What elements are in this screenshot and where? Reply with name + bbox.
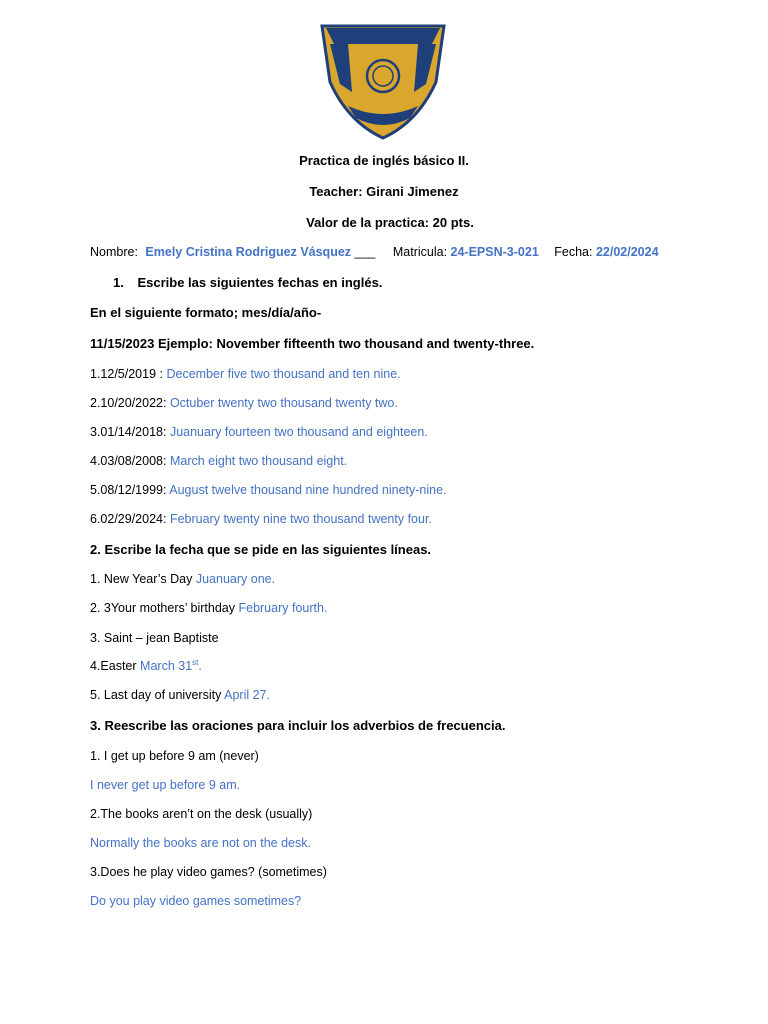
sentence-prompt: 2.The books aren’t on the desk (usually) [90, 807, 313, 821]
list-item [90, 601, 327, 615]
practice-value: Valor de la practica: 20 pts. [306, 215, 474, 230]
date-answer: Juanuary fourteen two thousand and eighteen. [169, 425, 428, 439]
date-answer: December five two thousand and ten nine. [166, 367, 401, 381]
worksheet-title: Practica de inglés básico II. [299, 153, 469, 168]
date-answer: February twenty nine two thousand twenty four. [169, 512, 432, 526]
section1-number: 1. [113, 275, 124, 290]
student-info-row [90, 245, 659, 259]
holiday-answer: February fourth. [238, 601, 328, 615]
section1-example: 11/15/2023 Ejemplo: November fifteenth two thousand and twenty-three. [90, 336, 535, 351]
date-prompt: 4.03/08/2008: [90, 454, 167, 468]
holiday-prompt: 5. Last day of university [90, 688, 222, 702]
holiday-prompt: 2. 3Your mothers’ birthday [90, 601, 235, 615]
school-crest-logo [318, 22, 448, 140]
name-label: Nombre: [90, 245, 138, 259]
section1-heading [113, 275, 382, 290]
date-answer: August twelve thousand nine hundred ninety-nine. [169, 483, 447, 497]
teacher-name: Teacher: Girani Jimenez [309, 184, 459, 199]
ordinal-suffix: st [192, 657, 199, 667]
date-prompt: 2.10/20/2022: [90, 396, 167, 410]
matricula-value: 24-EPSN-3-021 [450, 245, 539, 259]
matricula-label: Matricula: [392, 245, 448, 259]
list-item [90, 483, 447, 497]
student-name: Emely Cristina Rodriguez Vásquez [145, 245, 352, 259]
sentence-prompt: 1. I get up before 9 am (never) [90, 749, 259, 763]
list-item [90, 572, 275, 586]
section2-heading: 2. Escribe la fecha que se pide en las siguientes líneas. [90, 542, 432, 557]
list-item [90, 688, 270, 702]
date-prompt: 3.01/14/2018: [90, 425, 167, 439]
section1-heading-text: Escribe las siguientes fechas en inglés. [137, 275, 383, 290]
list-item [90, 367, 401, 381]
holiday-answer-text: March 31 [140, 659, 193, 673]
date-prompt: 5.08/12/1999: [90, 483, 167, 497]
list-item [90, 396, 398, 410]
sentence-answer: I never get up before 9 am. [90, 778, 241, 792]
list-item [90, 454, 347, 468]
holiday-answer: April 27. [224, 688, 270, 702]
sentence-answer: Normally the books are not on the desk. [90, 836, 311, 850]
list-item [90, 425, 428, 439]
fecha-value: 22/02/2024 [595, 245, 659, 259]
fecha-label: Fecha: [554, 245, 593, 259]
date-answer: March eight two thousand eight. [169, 454, 348, 468]
holiday-prompt: 1. New Year’s Day [90, 572, 193, 586]
section1-format: En el siguiente formato; mes/día/año- [90, 305, 322, 320]
list-item [90, 659, 202, 673]
holiday-answer-tail: . [198, 659, 202, 673]
holiday-prompt: 3. Saint – jean Baptiste [90, 631, 219, 645]
list-item [90, 512, 432, 526]
sentence-answer: Do you play video games sometimes? [90, 894, 302, 908]
holiday-prompt: 4.Easter [90, 659, 137, 673]
list-item [90, 631, 219, 645]
section3-heading: 3. Reescribe las oraciones para incluir los adverbios de frecuencia. [90, 718, 506, 733]
sentence-prompt: 3.Does he play video games? (sometimes) [90, 865, 327, 879]
holiday-answer: Juanuary one. [195, 572, 276, 586]
holiday-answer [140, 659, 202, 673]
date-prompt: 1.12/5/2019 : [90, 367, 163, 381]
date-answer: Octuber twenty two thousand twenty two. [169, 396, 398, 410]
date-prompt: 6.02/29/2024: [90, 512, 167, 526]
name-blank: ___ [354, 245, 376, 259]
